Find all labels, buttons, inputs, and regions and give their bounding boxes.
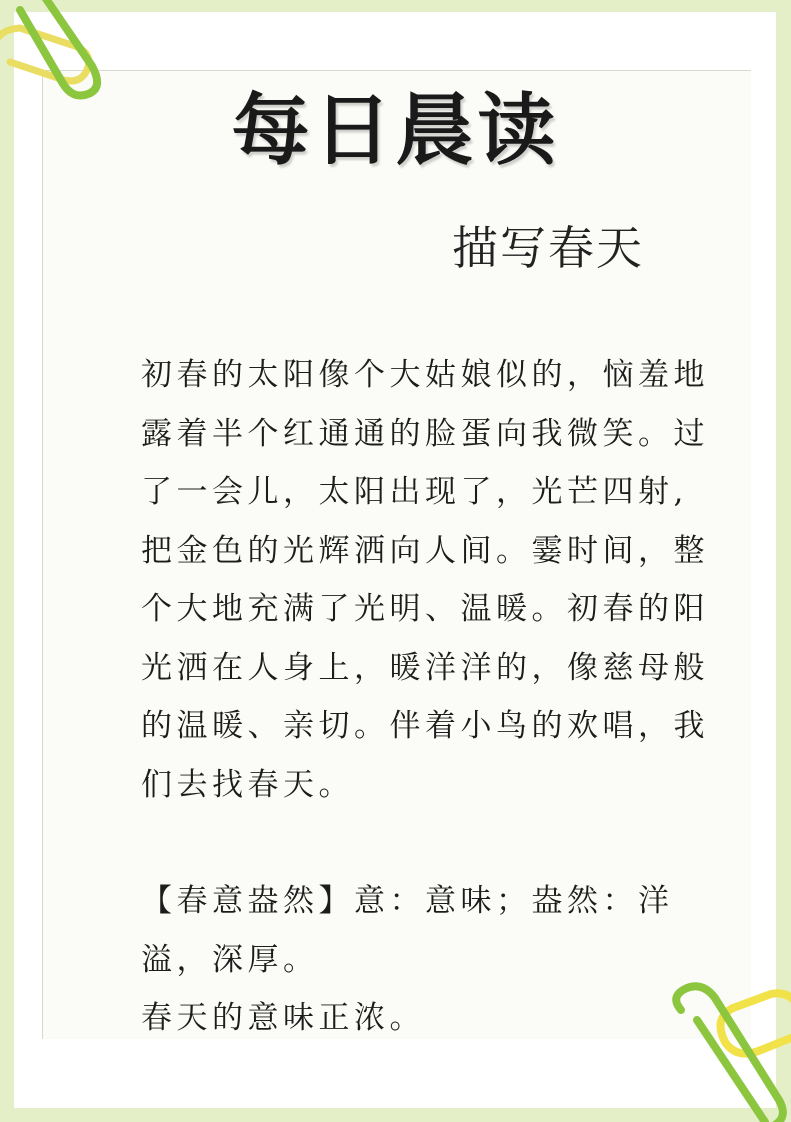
idiom-meaning: 春天的意味正浓。: [141, 1000, 425, 1036]
page-subtitle: 描写春天: [452, 221, 644, 275]
page-title: 每日晨读: [231, 86, 560, 176]
paragraph-gap: [141, 814, 721, 872]
idiom-definition: 【春意盎然】意：意味；盎然：洋溢，深厚。: [141, 883, 674, 978]
passage-paragraph: 初春的太阳像个大姑娘似的，恼羞地露着半个红通通的脸蛋向我微笑。过了一会儿，太阳出现了，光芒四射,把金色的光辉洒向人间。霎时间，整个大地充满了光明、温暖。初春的阳光洒在人身上，暖洋洋的，像慈母般的温暖、亲切。伴着小鸟的欢唱，我们去找春天。: [141, 357, 709, 803]
reading-body: [141, 346, 721, 1048]
